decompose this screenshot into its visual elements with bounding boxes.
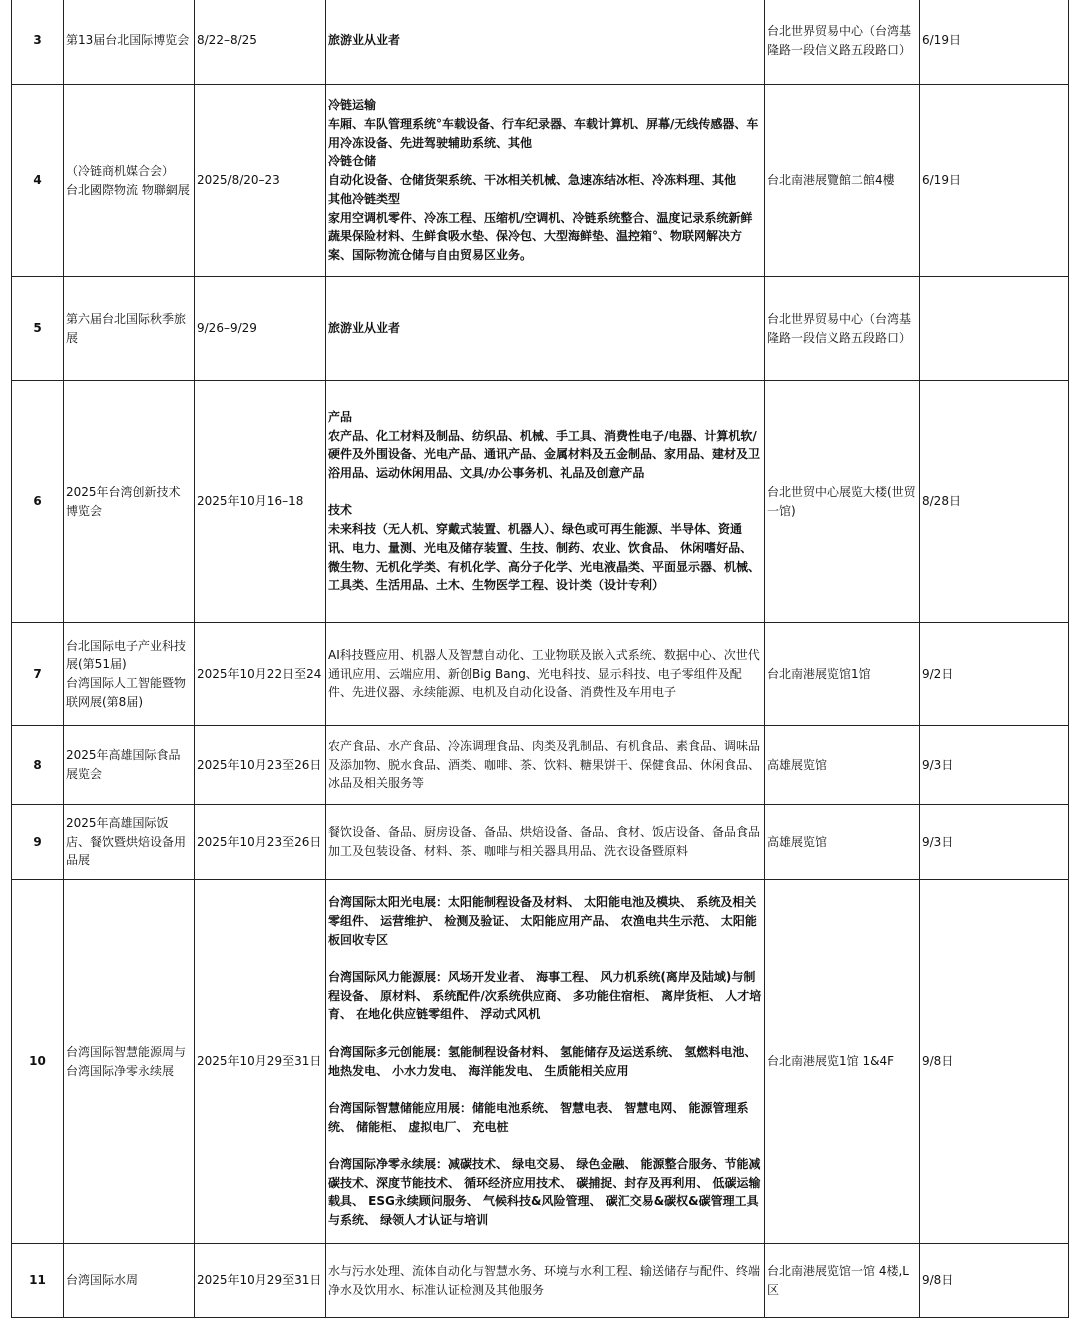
scope-line: 农产食品、水产食品、冷冻调理食品、肉类及乳制品、有机食品、素食品、调味品及添加物、脱水食品、酒类、咖啡、茶、饮料、糖果饼干、保健食品、休闲食品、冰品及相关服务等 — [328, 738, 761, 791]
exhibit-scope-cell — [326, 623, 765, 726]
table-row — [12, 726, 1069, 805]
row-number-cell: 9 — [12, 805, 64, 880]
deadline-cell — [920, 277, 1069, 381]
exhibition-date-cell: 2025年10月29至31日 — [195, 1244, 326, 1318]
exhibition-date-cell: 2025年10月23至26日 — [195, 726, 326, 805]
exhibition-name-cell: 台湾国际水周 — [64, 1244, 195, 1318]
exhibit-scope-cell — [326, 726, 765, 805]
exhibition-date-cell: 2025年10月29至31日 — [195, 880, 326, 1244]
scope-line: 自动化设备、仓储货架系统、干冰相关机械、急速冻结冰柜、冷冻料理、其他 — [328, 173, 737, 188]
row-number-cell: 7 — [12, 623, 64, 726]
exhibit-scope-cell — [326, 1244, 765, 1318]
scope-line: 其他冷链类型 — [328, 191, 401, 206]
exhibit-scope-cell — [326, 805, 765, 880]
scope-line: 台湾国际净零永续展：减碳技术、 绿电交易、 绿色金融、 能源整合服务、节能减碳技术、深度节能技术、 循环经济应用技术、 碳捕捉、封存及再利用、 低碳运输载具、 ESG永续顾问服务、 气候科技&风险管理、 碳汇交易&碳权&碳管理工具与系统、 绿领人才认证与培训 — [328, 1156, 761, 1228]
scope-line: 技术 — [328, 503, 353, 518]
table-row — [12, 880, 1069, 1244]
exhibition-name-cell: 第13届台北国际博览会 — [64, 0, 195, 85]
scope-line: 产品 — [328, 409, 353, 424]
venue-cell: 台北世界贸易中心（台湾基隆路一段信义路五段路口） — [765, 0, 920, 85]
paragraph-gap — [328, 949, 762, 968]
table-row — [12, 277, 1069, 381]
venue-cell: 高雄展览馆 — [765, 805, 920, 880]
row-number-cell: 8 — [12, 726, 64, 805]
exhibition-name-cell: 第六届台北国际秋季旅展 — [64, 277, 195, 381]
deadline-cell: 9/8日 — [920, 1244, 1069, 1318]
deadline-cell: 6/19日 — [920, 85, 1069, 277]
table-row — [12, 381, 1069, 623]
deadline-cell: 9/8日 — [920, 880, 1069, 1244]
venue-cell: 高雄展览馆 — [765, 726, 920, 805]
paragraph-gap — [328, 1080, 762, 1099]
paragraph-gap — [328, 483, 762, 502]
scope-line: 车厢、车队管理系统°车载设备、行车纪录器、车载计算机、屏幕/无线传感器、车用冷冻设备、先进驾驶辅助系统、其他 — [328, 117, 759, 150]
deadline-cell: 6/19日 — [920, 0, 1069, 85]
exhibit-scope-cell — [326, 277, 765, 381]
scope-line: 冷链仓储 — [328, 154, 377, 169]
paragraph-gap — [328, 1024, 762, 1043]
exhibition-name-cell: 2025年高雄国际食品展览会 — [64, 726, 195, 805]
venue-cell: 台北南港展览1馆 1&4F — [765, 880, 920, 1244]
table-row — [12, 1244, 1069, 1318]
row-number-cell: 11 — [12, 1244, 64, 1318]
table-row — [12, 805, 1069, 880]
exhibition-name-cell: 台北国际电子产业科技展(第51届) 台湾国际人工智能暨物联网展(第8届) — [64, 623, 195, 726]
venue-cell: 台北南港展览馆一馆 4楼,L区 — [765, 1244, 920, 1318]
exhibition-name-cell: 台湾国际智慧能源周与台湾国际净零永续展 — [64, 880, 195, 1244]
row-number-cell: 10 — [12, 880, 64, 1244]
table-row — [12, 0, 1069, 85]
scope-line: 台湾国际多元创能展：氢能制程设备材料、 氢能储存及运送系统、 氢燃料电池、 地热发电、 小水力发电、 海洋能发电、 生质能相关应用 — [328, 1044, 757, 1078]
exhibit-scope-cell — [326, 381, 765, 623]
deadline-cell: 8/28日 — [920, 381, 1069, 623]
scope-line: 旅游业从业者 — [328, 33, 401, 48]
venue-cell: 台北南港展览馆1馆 — [765, 623, 920, 726]
row-number-cell: 3 — [12, 0, 64, 85]
scope-line: 台湾国际智慧储能应用展：储能电池系统、 智慧电表、 智慧电网、 能源管理系统、 储能柜、 虚拟电厂、 充电桩 — [328, 1100, 749, 1134]
exhibition-name-cell: 2025年高雄国际饭店、餐饮暨烘焙设备用品展 — [64, 805, 195, 880]
scope-line: 餐饮设备、备品、厨房设备、备品、烘焙设备、备品、食材、饭店设备、备品食品加工及包装设备、材料、茶、咖啡与相关器具用品、洗衣设备暨原料 — [328, 825, 761, 858]
scope-line: AI科技暨应用、机器人及智慧自动化、工业物联及嵌入式系统、数据中心、次世代通讯应用、云端应用、新创Big Bang、光电科技、显示科技、电子零组件及配件、先进仪器、永续能源、电机及自动化设备、消费性及车用电子 — [328, 647, 760, 700]
exhibit-scope-cell — [326, 0, 765, 85]
scope-line: 冷链运输 — [328, 98, 377, 113]
deadline-cell: 9/3日 — [920, 726, 1069, 805]
exhibit-scope-cell — [326, 880, 765, 1244]
table-body — [12, 0, 1069, 1318]
exhibition-name-cell: 2025年台湾创新技术博览会 — [64, 381, 195, 623]
exhibition-date-cell: 8/22–8/25 — [195, 0, 326, 85]
exhibition-date-cell: 2025/8/20–23 — [195, 85, 326, 277]
scope-line: 农产品、化工材料及制品、纺织品、机械、手工具、消费性电子/电器、计算机软/硬件及外围设备、光电产品、通讯产品、金属材料及五金制品、家用品、建材及卫浴用品、运动休闲用品、文具/办公事务机、礼品及创意产品 — [328, 428, 761, 481]
row-number-cell: 5 — [12, 277, 64, 381]
venue-cell: 台北世界贸易中心（台湾基隆路一段信义路五段路口） — [765, 277, 920, 381]
row-number-cell: 6 — [12, 381, 64, 623]
exhibition-date-cell: 2025年10月23至26日 — [195, 805, 326, 880]
exhibition-table — [11, 0, 1069, 1318]
paragraph-gap — [328, 1136, 762, 1155]
exhibition-date-cell: 2025年10月16–18 — [195, 381, 326, 623]
scope-line: 家用空调机零件、冷冻工程、压缩机/空调机、冷链系统整合、温度记录系统新鲜蔬果保险材料、生鲜食吸水垫、保冷包、大型海鲜垫、温控箱°、物联网解决方案、国际物流仓储与自由贸易区业务。 — [328, 210, 753, 262]
deadline-cell: 9/3日 — [920, 805, 1069, 880]
deadline-cell: 9/2日 — [920, 623, 1069, 726]
table-row — [12, 85, 1069, 277]
scope-line: 旅游业从业者 — [328, 321, 401, 336]
scope-line: 水与污水处理、流体自动化与智慧水务、环境与水利工程、输送储存与配件、终端净水及饮用水、标准认证检测及其他服务 — [328, 1263, 761, 1297]
scope-line: 台湾国际风力能源展：风场开发业者、 海事工程、 风力机系统(离岸及陆域)与制程设备、 原材料、 系统配件/次系统供应商、 多功能住宿柜、 离岸货柜、 人才培育、 在地化供应链零组件、 浮动式风机 — [328, 970, 762, 1022]
exhibition-date-cell: 2025年10月22日至24 — [195, 623, 326, 726]
scope-line: 台湾国际太阳光电展：太阳能制程设备及材料、 太阳能电池及模块、 系统及相关零组件、 运营维护、 检测及验证、 太阳能应用产品、 农渔电共生示范、 太阳能板回收专区 — [328, 895, 757, 947]
exhibition-date-cell: 9/26–9/29 — [195, 277, 326, 381]
table-row — [12, 623, 1069, 726]
row-number-cell: 4 — [12, 85, 64, 277]
venue-cell: 台北南港展覽館二館4樓 — [765, 85, 920, 277]
exhibition-name-cell: （冷链商机媒合会） 台北國際物流 物聯網展 — [64, 85, 195, 277]
scope-line: 未来科技（无人机、穿戴式装置、机器人）、绿色或可再生能源、半导体、资通讯、电力、量测、光电及储存装置、生技、制药、农业、饮食品、 休闲嗜好品、微生物、无机化学类、有机化学、高分子化学、光电液晶类、平面显示器、机械、工具类、生活用品、土木、生物医学工程、设计类（设计专利） — [328, 522, 761, 593]
exhibit-scope-cell — [326, 85, 765, 277]
venue-cell: 台北世贸中心展览大楼(世贸一馆) — [765, 381, 920, 623]
